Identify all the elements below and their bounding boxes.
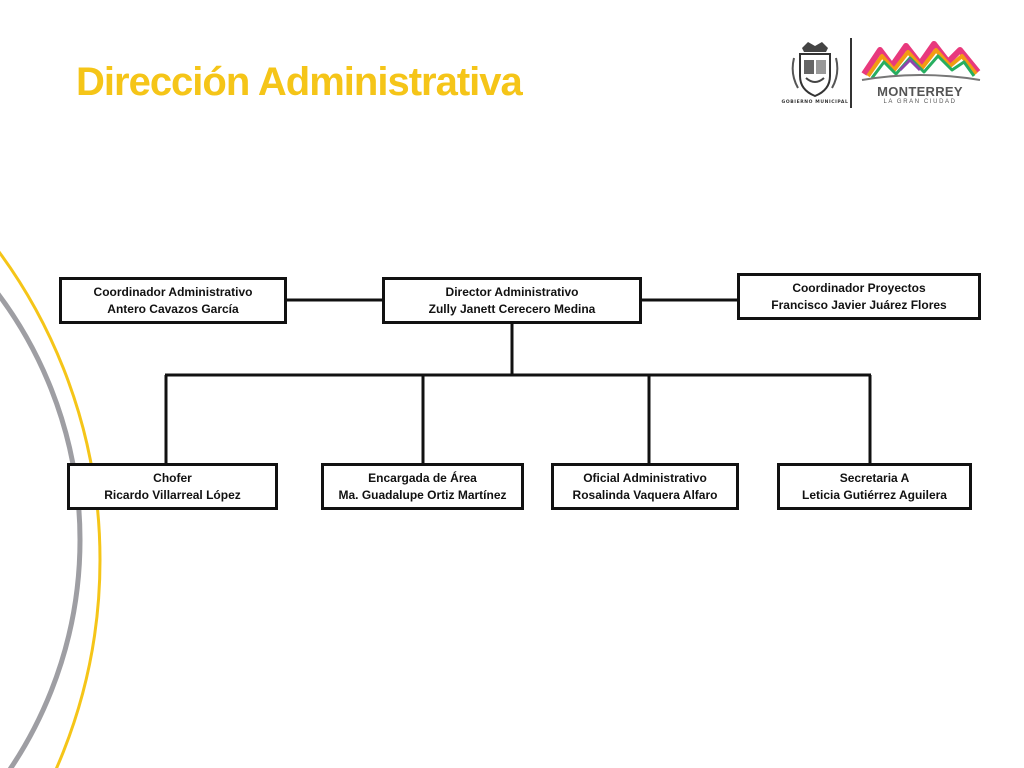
city-name: MONTERREY	[877, 84, 963, 99]
org-box-role: Oficial Administrativo	[583, 470, 707, 485]
org-box-coordinador-administrativo	[59, 277, 287, 324]
org-box-person: Leticia Gutiérrez Aguilera	[802, 487, 947, 502]
city-tagline: LA GRAN CIUDAD	[883, 99, 957, 105]
org-box-role: Encargada de Área	[368, 470, 477, 485]
org-box-chofer	[67, 463, 278, 510]
org-box-person: Francisco Javier Juárez Flores	[771, 297, 947, 312]
org-box-person: Ma. Guadalupe Ortiz Martínez	[338, 487, 507, 502]
org-box-person: Rosalinda Vaquera Alfaro	[572, 487, 718, 502]
org-box-role: Coordinador Proyectos	[792, 280, 926, 295]
org-box-secretaria-a	[777, 463, 972, 510]
seal-caption: GOBIERNO MUNICIPAL	[781, 100, 849, 105]
org-box-role: Chofer	[153, 470, 192, 485]
org-box-person: Ricardo Villarreal López	[104, 487, 241, 502]
org-box-director-administrativo	[382, 277, 642, 324]
org-box-encargada-de-area	[321, 463, 524, 510]
org-box-coordinador-proyectos	[737, 273, 981, 320]
org-box-person: Zully Janett Cerecero Medina	[428, 301, 596, 316]
org-box-person: Antero Cavazos García	[107, 301, 239, 316]
page-title: Dirección Administrativa	[76, 60, 522, 104]
org-box-role: Director Administrativo	[445, 284, 579, 299]
org-box-oficial-administrativo	[551, 463, 739, 510]
org-box-role: Secretaria A	[839, 470, 910, 485]
org-box-role: Coordinador Administrativo	[93, 284, 253, 299]
